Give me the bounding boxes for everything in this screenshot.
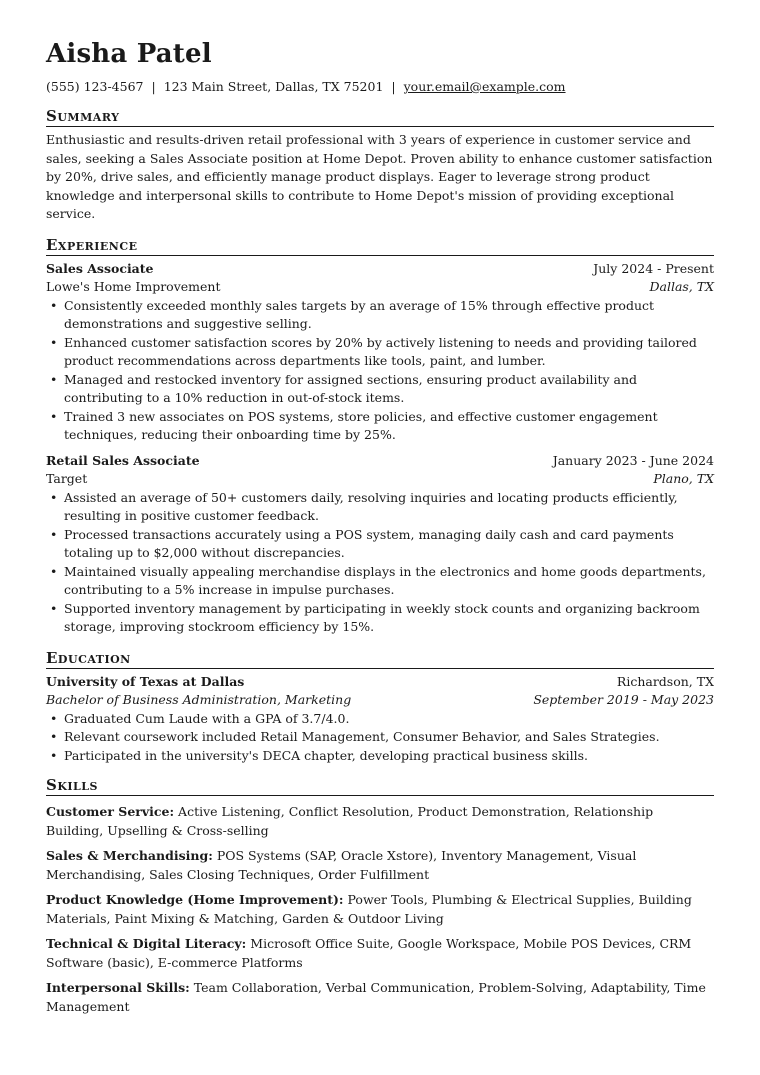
summary-section xyxy=(46,107,714,224)
job-dates: January 2023 - June 2024 xyxy=(552,452,714,468)
skill-value: POS Systems (SAP, Oracle Xstore), Inventory Management, Visual Merchandising, Sales Closing Techniques, Order Fulfillment xyxy=(46,848,637,882)
bullet-item: • Managed and restocked inventory for assigned sections, ensuring product availability and contributing to a 10% reduction in out-of-stock items. xyxy=(46,371,714,408)
skill-value: Active Listening, Conflict Resolution, Product Demonstration, Relationship Building, Upselling & Cross-selling xyxy=(46,804,654,838)
bullet-item: • Enhanced customer satisfaction scores by 20% by actively listening to needs and providing tailored product recommendations across departments like tools, paint, and lumber. xyxy=(46,334,714,371)
job-company: Target xyxy=(46,471,88,486)
education-header xyxy=(46,673,714,692)
job-role: Sales Associate xyxy=(46,260,154,276)
bullet-item: • Assisted an average of 50+ customers daily, resolving inquiries and locating products efficiently, resulting in positive customer feedback. xyxy=(46,489,714,526)
separator: | xyxy=(151,79,156,94)
candidate-name: Aisha Patel xyxy=(46,39,212,69)
section-title-summary: Summary xyxy=(46,107,714,127)
skill-label: Sales & Merchandising: xyxy=(46,848,213,863)
skills-section xyxy=(46,776,714,1016)
contact-line xyxy=(46,79,714,95)
job-role: Retail Sales Associate xyxy=(46,452,200,468)
job-dates: July 2024 - Present xyxy=(593,260,714,276)
skill-value: Power Tools, Plumbing & Electrical Supplies, Building Materials, Paint Mixing & Matching, Garden & Outdoor Living xyxy=(46,892,692,926)
section-title-experience: Experience xyxy=(46,236,714,256)
skill-value: Microsoft Office Suite, Google Workspace, Mobile POS Devices, CRM Software (basic), E-commerce Platforms xyxy=(46,936,692,970)
skill-group xyxy=(46,803,714,840)
skill-group xyxy=(46,935,714,972)
job-header xyxy=(46,452,714,471)
education-entry xyxy=(46,673,714,766)
address: 123 Main Street, Dallas, TX 75201 xyxy=(163,79,384,94)
education-section xyxy=(46,649,714,766)
skill-group xyxy=(46,891,714,928)
skill-label: Product Knowledge (Home Improvement): xyxy=(46,892,344,907)
bullet-item: • Trained 3 new associates on POS systems, store policies, and effective customer engagement techniques, reducing their onboarding time by 25%. xyxy=(46,408,714,445)
bullet-item: • Consistently exceeded monthly sales targets by an average of 15% through effective product demonstrations and suggestive selling. xyxy=(46,297,714,334)
separator: | xyxy=(391,79,396,94)
skill-group xyxy=(46,979,714,1016)
skill-label: Interpersonal Skills: xyxy=(46,980,190,995)
bullet-item: • Participated in the university's DECA chapter, developing practical business skills. xyxy=(46,747,714,766)
skill-group xyxy=(46,847,714,884)
bullet-item: • Processed transactions accurately using a POS system, managing daily cash and card payments totaling up to $2,000 without discrepancies. xyxy=(46,526,714,563)
job-company: Lowe's Home Improvement xyxy=(46,279,221,294)
email-link[interactable]: your.email@example.com xyxy=(403,79,566,94)
phone: (555) 123-4567 xyxy=(46,79,144,94)
job-entry xyxy=(46,452,714,637)
job-bullets xyxy=(46,489,714,637)
education-bullets xyxy=(46,710,714,766)
job-subheader xyxy=(46,278,714,297)
bullet-item: • Relevant coursework included Retail Management, Consumer Behavior, and Sales Strategies. xyxy=(46,728,714,747)
job-location: Dallas, TX xyxy=(649,279,714,294)
education-dates: September 2019 - May 2023 xyxy=(533,692,714,707)
job-bullets xyxy=(46,297,714,445)
skill-value: Team Collaboration, Verbal Communication, Problem-Solving, Adaptability, Time Management xyxy=(46,980,706,1014)
skill-label: Technical & Digital Literacy: xyxy=(46,936,247,951)
education-subheader xyxy=(46,691,714,710)
school-name: University of Texas at Dallas xyxy=(46,673,245,689)
job-location: Plano, TX xyxy=(653,471,714,486)
section-title-education: Education xyxy=(46,649,714,669)
job-header xyxy=(46,260,714,279)
summary-text: Enthusiastic and results-driven retail professional with 3 years of experience in customer service and sales, seeking a Sales Associate position at Home Depot. Proven ability to enhance customer satisfaction by 20%, drive sales, and efficiently manage product displays. Eager to leverage strong product knowledge and interpersonal skills to contribute to Home Depot's mission of providing exceptional service. xyxy=(46,132,713,221)
bullet-item: • Graduated Cum Laude with a GPA of 3.7/4.0. xyxy=(46,710,714,729)
job-entry xyxy=(46,260,714,445)
skill-label: Customer Service: xyxy=(46,804,175,819)
job-subheader xyxy=(46,470,714,489)
section-title-skills: Skills xyxy=(46,776,714,796)
degree: Bachelor of Business Administration, Marketing xyxy=(46,692,352,707)
experience-section xyxy=(46,236,714,637)
school-location: Richardson, TX xyxy=(616,673,714,689)
bullet-item: • Supported inventory management by participating in weekly stock counts and organizing backroom storage, improving stockroom efficiency by 15%. xyxy=(46,600,714,637)
bullet-item: • Maintained visually appealing merchandise displays in the electronics and home goods departments, contributing to a 5% increase in impulse purchases. xyxy=(46,563,714,600)
